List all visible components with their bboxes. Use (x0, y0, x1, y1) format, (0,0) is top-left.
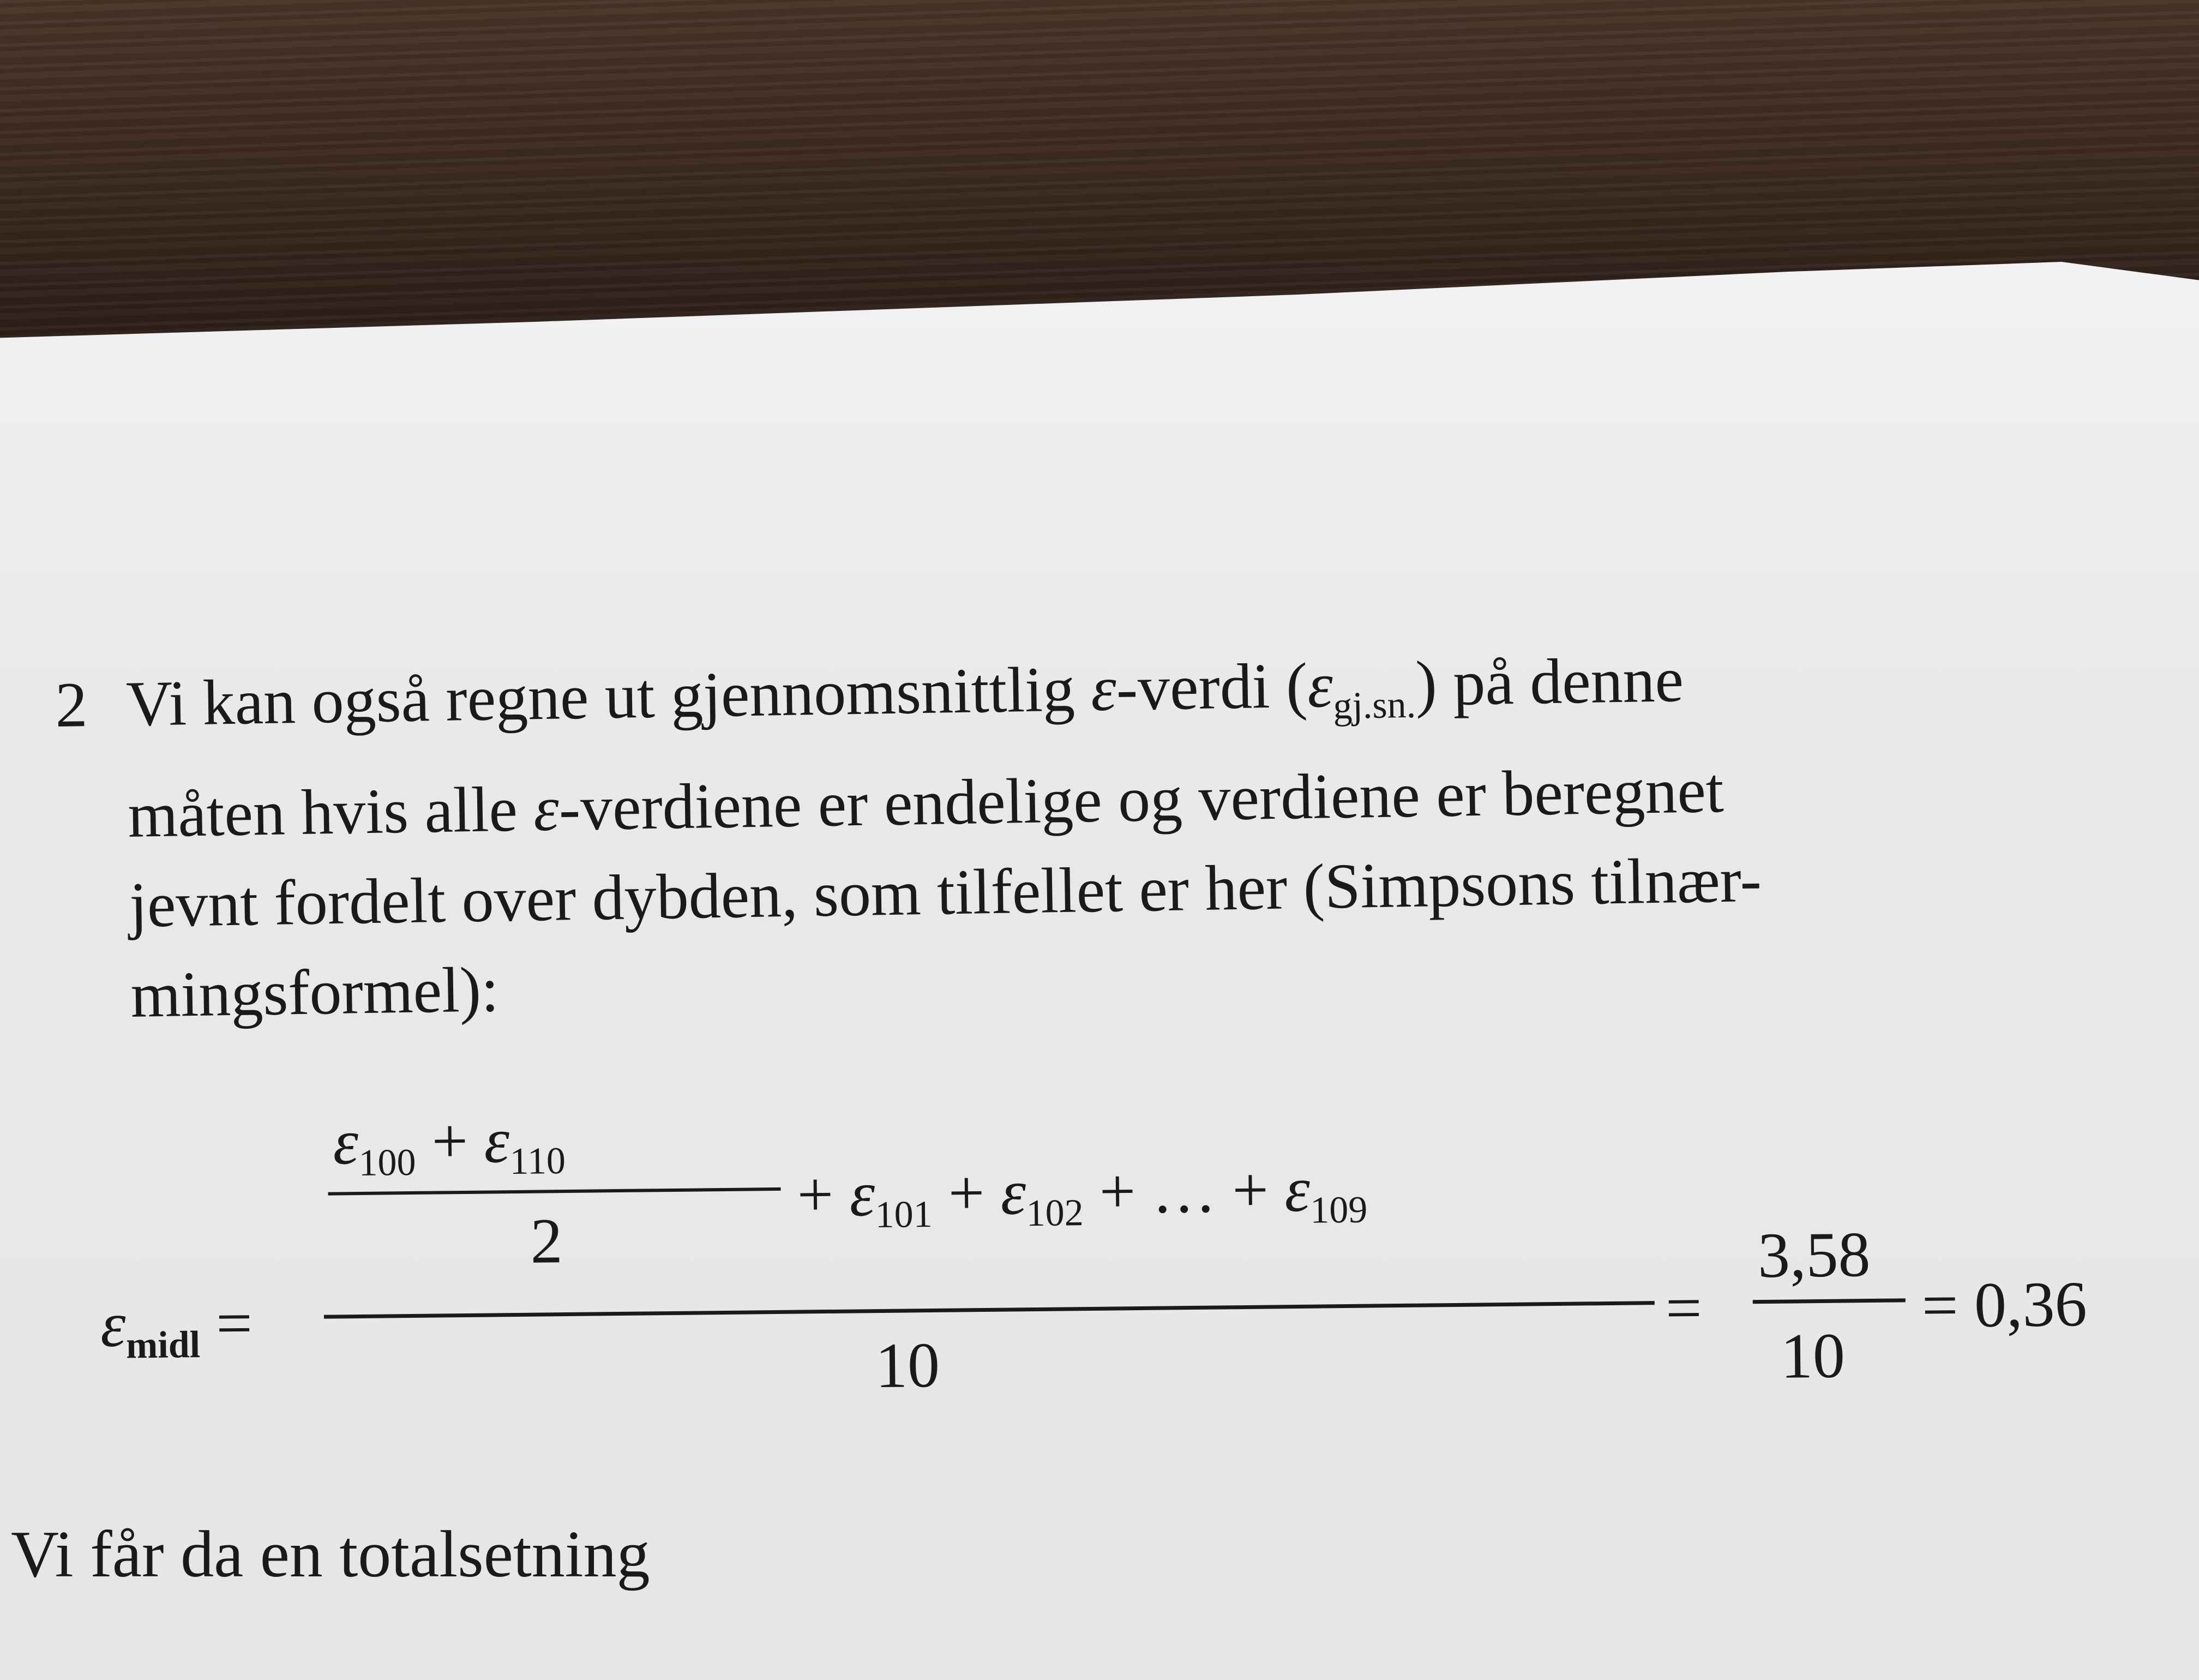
paragraph-number: 2 (55, 669, 88, 741)
result-fraction-bar (1753, 1298, 1906, 1304)
inner-fraction-bar (328, 1187, 781, 1196)
paragraph-line-4: mingsformel): (130, 953, 500, 1031)
formula-lhs: $\varepsilon_{midl}$ = (100, 1287, 253, 1367)
paragraph-line-2: måten hvis alle ε-verdiene er endelige og verdiene er beregnet (127, 754, 1725, 851)
inner-numerator: $\varepsilon_{100} + \varepsilon_{110}$ (332, 1105, 566, 1185)
result-numerator: 3,58 (1757, 1218, 1871, 1292)
subscript-gjsn: gj.sn. (1332, 683, 1416, 728)
inner-denominator: 2 (530, 1205, 563, 1277)
epsilon-symbol: ε (1090, 652, 1117, 725)
simpson-formula (98, 1091, 2119, 1418)
closing-sentence: Vi får da en totalsetning (11, 1517, 650, 1591)
outer-fraction-bar (324, 1301, 1655, 1319)
equals-sign-2: = (1665, 1272, 1703, 1344)
result-value: = 0,36 (1921, 1268, 2088, 1341)
paragraph-2 (55, 627, 2187, 1041)
paragraph-line-1: 2 Vi kan også regne ut gjennomsnittlig ε-verdi $(\varepsilon_{gj.sn.})$ på denne (55, 627, 2183, 771)
result-denominator: 10 (1780, 1319, 1846, 1392)
outer-numerator-terms: + $\varepsilon_{101} + \varepsilon_{102}$ + … + $\varepsilon_{109}$ (796, 1153, 1368, 1237)
outer-denominator: 10 (875, 1329, 940, 1402)
paragraph-line-3: jevnt fordelt over dybden, som tilfellet er her (Simpsons tilnær- (129, 843, 1762, 941)
